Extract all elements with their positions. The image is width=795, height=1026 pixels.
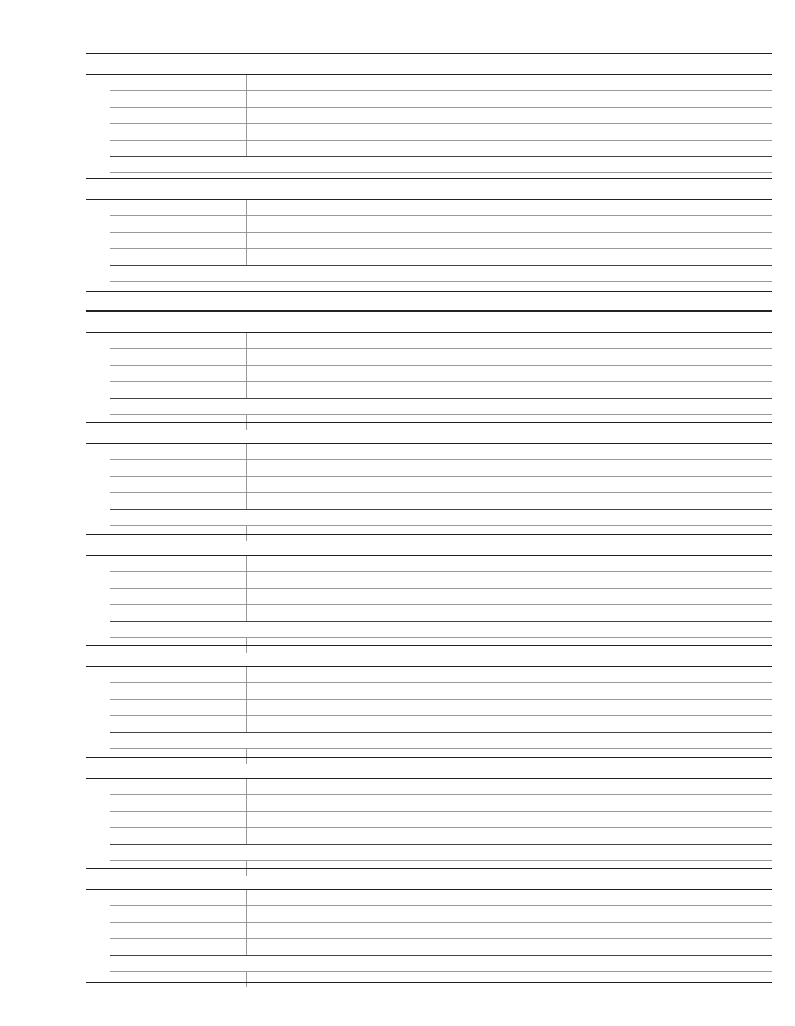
- wife-father-row: [110, 266, 772, 282]
- children-header: [86, 291, 772, 311]
- child-5-section: [86, 757, 772, 876]
- wife-died-row: [110, 233, 772, 249]
- husband-died-row: [110, 108, 772, 124]
- child-spouse-row: [110, 399, 772, 415]
- husband-father-row: [110, 157, 772, 173]
- child-header: [86, 868, 772, 890]
- child-buried-row: [110, 828, 772, 844]
- child-died-row: [110, 923, 772, 939]
- child-died-row: [110, 366, 772, 382]
- child-buried-row: [110, 939, 772, 955]
- child-spouse-row: [110, 956, 772, 972]
- child-spouse-row: [110, 622, 772, 638]
- child-header: [86, 422, 772, 444]
- child-chr-row: [110, 460, 772, 476]
- children-bottom-rule: [86, 982, 772, 983]
- wife-buried-row: [110, 249, 772, 265]
- child-spouse-row: [110, 510, 772, 526]
- husband-header: [86, 53, 772, 75]
- child-3-section: [86, 534, 772, 653]
- child-chr-row: [110, 683, 772, 699]
- child-1-section: [86, 311, 772, 430]
- husband-section: [86, 53, 772, 189]
- child-born-row: [110, 333, 772, 349]
- child-buried-row: [110, 493, 772, 509]
- husband-buried-row: [110, 124, 772, 140]
- child-chr-row: [110, 795, 772, 811]
- husband-born-row: [110, 75, 772, 91]
- child-died-row: [110, 700, 772, 716]
- child-died-row: [110, 477, 772, 493]
- husband-chr-row: [110, 91, 772, 107]
- child-2-section: [86, 422, 772, 541]
- child-spouse-row: [110, 845, 772, 861]
- child-born-row: [110, 444, 772, 460]
- children-section-header: [86, 291, 772, 311]
- child-died-row: [110, 812, 772, 828]
- child-6-section: [86, 868, 772, 987]
- child-chr-row: [110, 572, 772, 588]
- child-buried-row: [110, 382, 772, 398]
- child-header: [86, 645, 772, 667]
- child-married-row: [110, 972, 772, 987]
- child-header: [86, 757, 772, 779]
- child-header: [86, 534, 772, 556]
- wife-header: [86, 178, 772, 200]
- child-buried-row: [110, 716, 772, 732]
- child-chr-row: [110, 349, 772, 365]
- child-chr-row: [110, 906, 772, 922]
- child-spouse-row: [110, 733, 772, 749]
- child-buried-row: [110, 605, 772, 621]
- child-born-row: [110, 556, 772, 572]
- wife-born-row: [110, 200, 772, 216]
- child-born-row: [110, 667, 772, 683]
- child-4-section: [86, 645, 772, 764]
- wife-chr-row: [110, 216, 772, 232]
- child-born-row: [110, 779, 772, 795]
- child-born-row: [110, 890, 772, 906]
- child-died-row: [110, 589, 772, 605]
- wife-section: [86, 178, 772, 297]
- child-header: [86, 311, 772, 333]
- husband-married-row: [110, 141, 772, 157]
